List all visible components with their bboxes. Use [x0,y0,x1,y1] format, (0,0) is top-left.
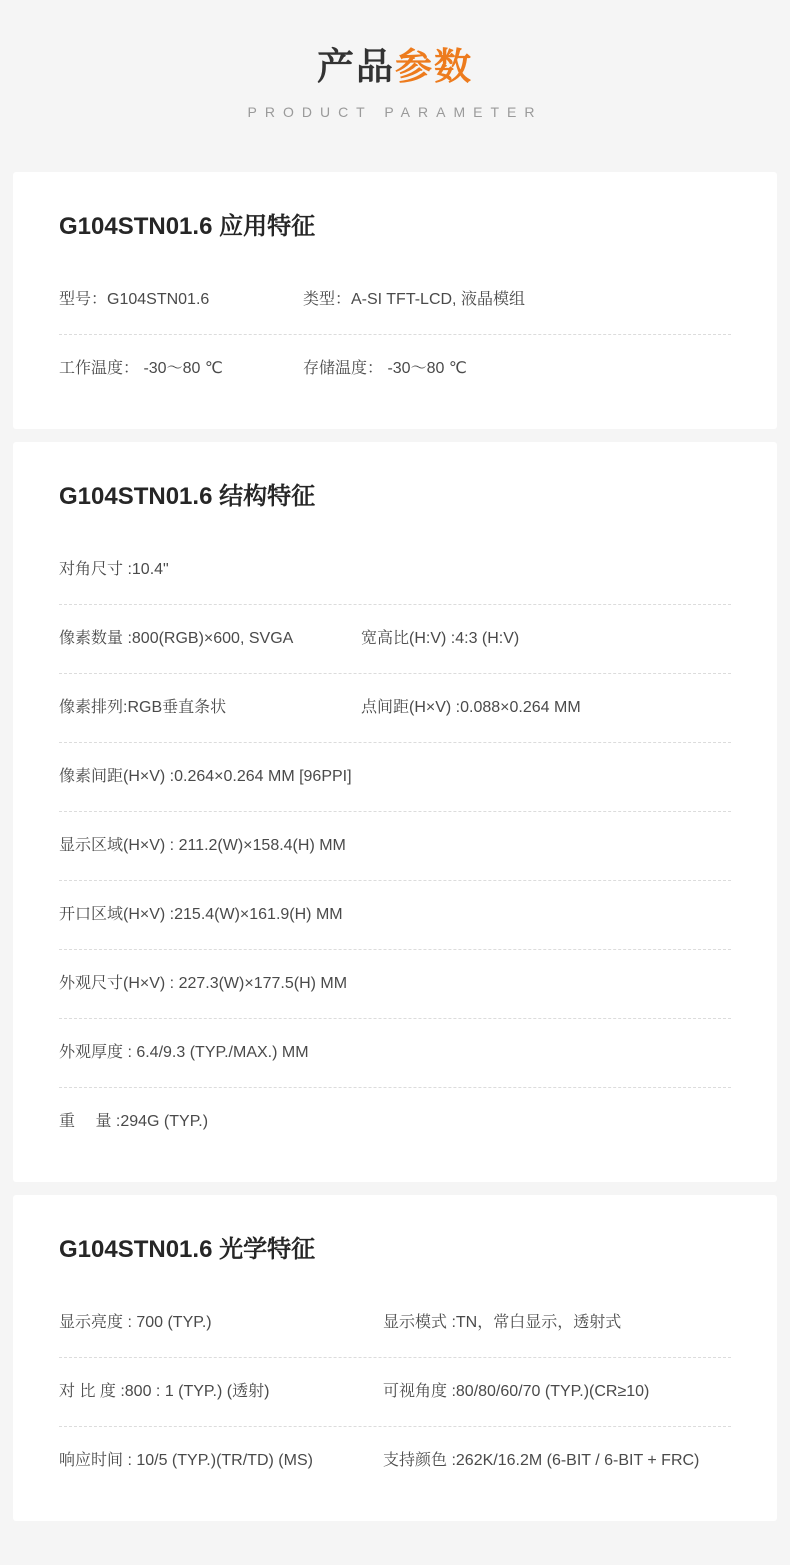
spec-rows [59,1289,731,1495]
spec-response-time: 响应时间 : 10/5 (TYP.)(TR/TD) (MS) [59,1452,313,1469]
spec-row-diagonal-size [59,536,731,605]
spec-rows [59,536,731,1156]
spec-model: 型号：G104STN01.6 [59,291,210,308]
spec-row-display-area [59,812,731,881]
section-title-optical: G104STN01.6 光学特征 [59,1236,316,1263]
page-subtitle: PRODUCT PARAMETER [247,104,543,120]
spec-display-area: 显示区域(H×V) : 211.2(W)×158.4(H) MM [59,837,346,854]
spec-outline-size: 外观尺寸(H×V) : 227.3(W)×177.5(H) MM [59,975,348,992]
spec-row-temperature [59,335,731,403]
spec-row-opening-area [59,881,731,950]
spec-row-pixel-pitch [59,743,731,812]
spec-row-pixel-arrangement [59,674,731,743]
section-title-structural: G104STN01.6 结构特征 [59,483,316,510]
spec-row-model-type [59,266,731,335]
spec-row-thickness [59,1019,731,1088]
spec-weight: 重 量 :294G (TYP.) [59,1113,209,1130]
spec-row-contrast-viewangle [59,1358,731,1427]
spec-display-mode: 显示模式 :TN，常白显示，透射式 [383,1314,622,1331]
spec-row-brightness-mode [59,1289,731,1358]
spec-aspect-ratio: 宽高比(H:V) :4:3 (H:V) [361,630,520,647]
spec-type: 类型：A-SI TFT-LCD, 液晶模组 [303,291,525,308]
optical-features-card [13,1195,777,1521]
spec-opening-area: 开口区域(H×V) :215.4(W)×161.9(H) MM [59,906,343,923]
spec-thickness: 外观厚度 : 6.4/9.3 (TYP./MAX.) MM [59,1044,309,1061]
spec-contrast-ratio: 对 比 度 :800 : 1 (TYP.) (透射) [59,1383,270,1400]
spec-brightness: 显示亮度 : 700 (TYP.) [59,1314,212,1331]
spec-viewing-angle: 可视角度 :80/80/60/70 (TYP.)(CR≥10) [383,1383,650,1400]
parameter-cards [0,172,790,1565]
spec-operating-temp: 工作温度： -30～80 ℃ [59,360,223,377]
page-header [0,0,790,120]
spec-pixel-pitch: 像素间距(H×V) :0.264×0.264 MM [96PPI] [59,768,352,785]
spec-pixel-count: 像素数量 :800(RGB)×600, SVGA [59,630,294,647]
spec-row-outline-size [59,950,731,1019]
spec-dot-pitch: 点间距(H×V) :0.088×0.264 MM [361,699,581,716]
application-features-card [13,172,777,429]
spec-row-pixel-count [59,605,731,674]
spec-pixel-arrangement: 像素排列:RGB垂直条状 [59,699,227,716]
spec-rows [59,266,731,403]
page-title-accent: 参数 [395,46,473,87]
spec-row-response-colors [59,1427,731,1495]
spec-storage-temp: 存储温度： -30～80 ℃ [303,360,467,377]
spec-row-weight [59,1088,731,1156]
spec-diagonal-size: 对角尺寸 :10.4" [59,561,169,578]
page-title [0,46,790,88]
section-title-application: G104STN01.6 应用特征 [59,213,316,240]
structural-features-card [13,442,777,1182]
spec-color-support: 支持颜色 :262K/16.2M (6-BIT / 6-BIT + FRC) [383,1452,700,1469]
page-title-dark: 产品 [317,46,395,87]
